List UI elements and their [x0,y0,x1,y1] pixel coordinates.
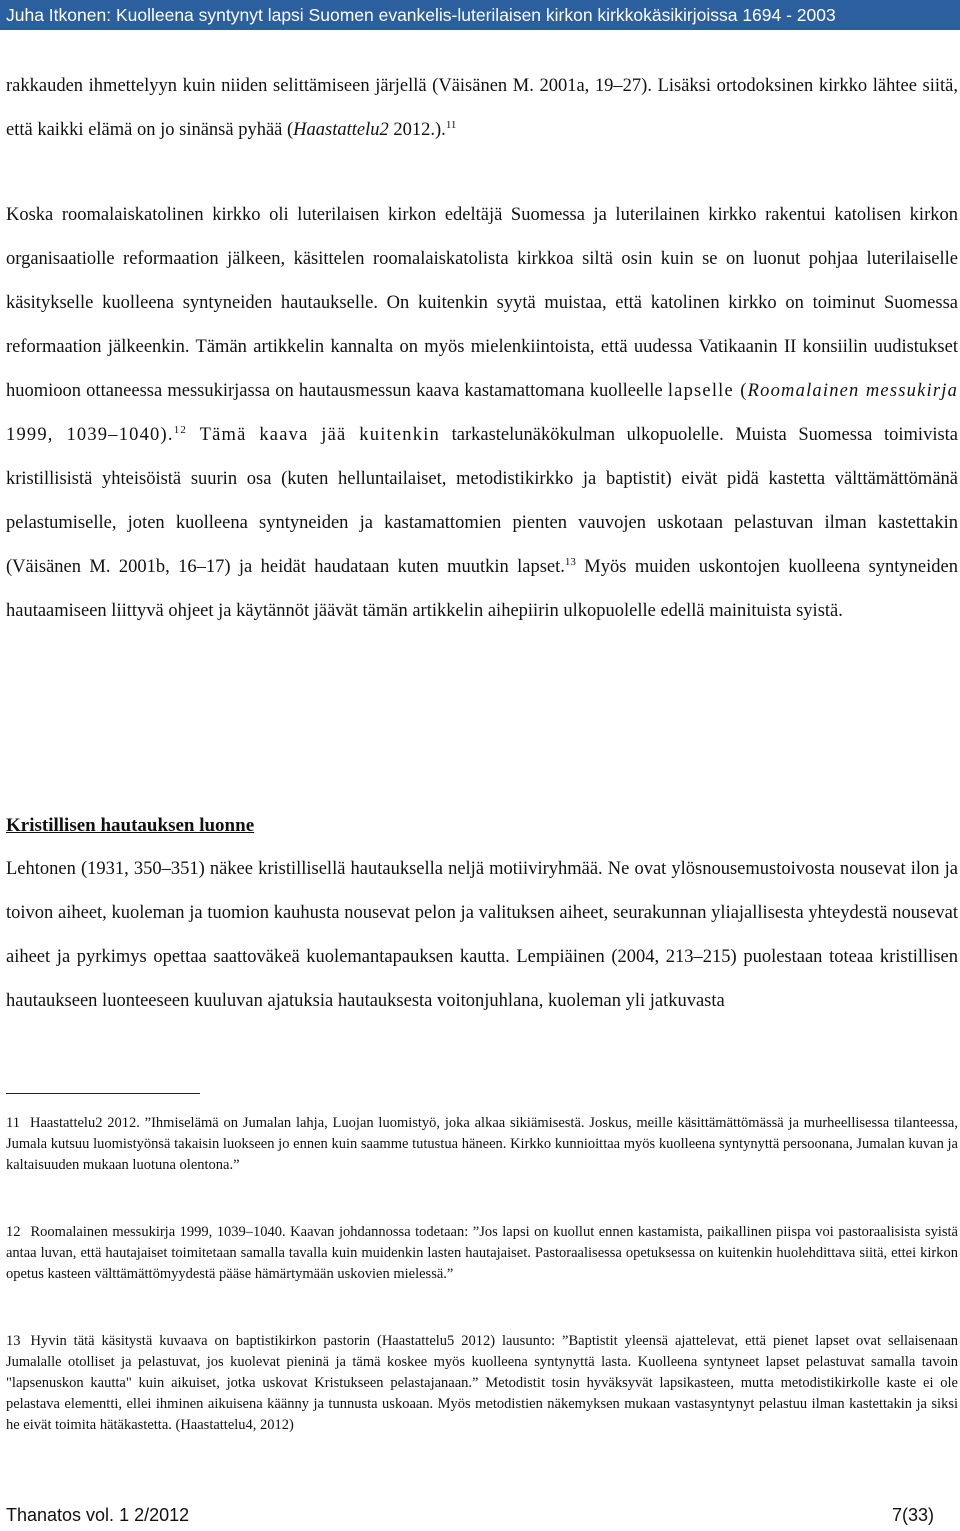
footnote-ref-11[interactable]: 11 [445,118,457,131]
paragraph-3: Lehtonen (1931, 350–351) näkee kristillisellä hautauksella neljä motiiviryhmää. Ne ovat ylösnousemustoivosta nousevat ilon ja toivon aiheet, kuoleman ja tuomion kauhusta nousevat pelon ja valituksen aiheet, seurakunnan yliajallisesta yhteydestä nousevat aiheet ja pyrkimys opettaa saattoväkeä kuolemantapauksen kautta. Lempiäinen (2004, 213–215) puolestaan toteaa kristillisen hautaukseen luonteeseen kuuluvan ajatuksia hautauksesta voitonjuhlana, kuoleman yli jatkuvasta [6,859,958,1011]
running-header [0,0,960,30]
running-title: Juha Itkonen: Kuolleena syntynyt lapsi Suomen evankelis-luterilaisen kirkon kirkkokäsikirjoissa 1694 - 2003 [6,5,836,25]
footnote-number: 11 [6,1115,20,1131]
footer-page-number: 7(33) [891,1505,934,1525]
footnote-number: 12 [6,1224,21,1240]
citation-haastattelu2: Haastattelu2 [293,120,389,140]
footnote-ref-13[interactable]: 13 [564,555,576,568]
footnote-ref-12[interactable]: 12 [173,423,188,436]
citation-roomalainen-messukirja: Roomalainen messukirja [747,381,959,401]
footnote-text: Haastattelu2 2012. ”Ihmiselämä on Jumalan lahja, Luojan luomistyö, joka alkaa sikiämisestä. Joskus, meille käsittämättömässä ja murheellisessa tilanteessa, Jumala kutsuu luomistyönsä takaisin luokseen jo ennen kuin saamme tutustua häneen. Kirkko kunnioittaa myös kuolleena syntynyttä persoonana, Jumalan kuvan ja kaltaisuuden mukaan luotuna olentona.” [6,1115,958,1173]
footnote-text: Hyvin tätä käsitystä kuvaava on baptistikirkon pastorin (Haastattelu5 2012) lausunto: ”Baptistit yleensä ajattelevat, että pienet lapset ovat sellaisenaan Jumalalle otolliset ja pelastuvat, jos kuolevat pieninä ja tämä koskee myös kuolleena syntynyttä lasta. Kuolleena syntyneet lapset pelastuvat samalla tavoin "lapsenuskon kautta" kuin aikuiset, jotka uskovat Kristukseen pelastajanaan.” Metodistit tosin hyväksyvät lapsikasteen, mutta metodistikirkolle kaste ei ole pelastava elementti, ellei ihminen aikuisena käänny ja tunnusta uskoaan. Myös metodistien näkemyksen mukaan vastasyntynyt pelastuu ilman kastettakin ja siksi he eivät toimita hätäkastetta. (Haastattelu4, 2012) [6,1333,958,1433]
footer-journal: Thanatos vol. 1 2/2012 [6,1505,190,1525]
paragraph-2: Koska roomalaiskatolinen kirkko oli luterilaisen kirkon edeltäjä Suomessa ja luterilainen kirkko rakentui katolisen kirkon organisaatiolle reformaation jälkeen, käsittelen roomalaiskatolista kirkkoa siltä osin kuin se on luonut pohjaa luterilaiselle käsitykselle kuolleena syntyneiden hautaukselle. On kuitenkin syytä muistaa, että katolinen kirkko on toiminut Suomessa reformaation jälkeenkin. Tämän artikkelin kannalta on myös mielenkiintoista, että uudessa Vatikaanin II konsiilin uudistukset huomioon ottaneessa messukirjassa on hautausmessun kaava kastamattomana kuolleelle lapselle (Roomalainen messukirja 1999, 1039–1040).$^{12}$ Tämä kaava jää kuitenkin tarkastelunäkökulman ulkopuolelle. Muista Suomessa toimivista kristillisistä yhteisöistä suurin osa (kuten helluntailaiset, metodistikirkko ja baptistit) eivät pidä kastetta välttämättömänä pelastumiselle, joten kuolleena syntyneiden ja kastamattomien pienten vauvojen uskotaan pelastuvan ilman kastettakin (Väisänen M. 2001b, 16–17) ja heidät haudataan kuten muutkin lapset.$^{13}$ Myös muiden uskontojen kuolleena syntyneiden hautaamiseen liittyvä ohjeet ja käytännöt jäävät tämän artikkelin aihepiirin ulkopuolelle edellä mainituista syistä. [6,205,959,621]
spaced-line: lapselle (Roomalainen messukirja 1999, 1039–1040).$^{12}$ Tämä kaava jää kuitenkin [6,381,959,445]
footnote-separator [6,1093,200,1094]
footnote-11 [6,1113,958,1176]
footnote-13 [6,1331,958,1436]
section-heading: Kristillisen hautauksen luonne [6,815,255,836]
paragraph-1: rakkauden ihmettelyyn kuin niiden selittämiseen järjellä (Väisänen M. 2001a, 19–27). Lisäksi ortodoksinen kirkko lähtee siitä, että kaikki elämä on jo sinänsä pyhää (Haastattelu2 2012.).$^{11}$ [6,76,958,140]
footnote-text: Roomalainen messukirja 1999, 1039–1040. Kaavan johdannossa todetaan: ”Jos lapsi on kuollut ennen kastamista, paikallinen piispa voi pastoraalisista syistä antaa luvan, että hautajaiset toimitetaan samalla tavalla kuin muidenkin lasten hautajaiset. Pastoraalisessa opetuksessa on kuitenkin huolehdittava siitä, ettei kirkon opetus kasteen välttämättömyydestä pääse hämärtymään uskovien mielessä.” [6,1224,958,1282]
footnote-12 [6,1222,958,1285]
footnote-number: 13 [6,1333,21,1349]
